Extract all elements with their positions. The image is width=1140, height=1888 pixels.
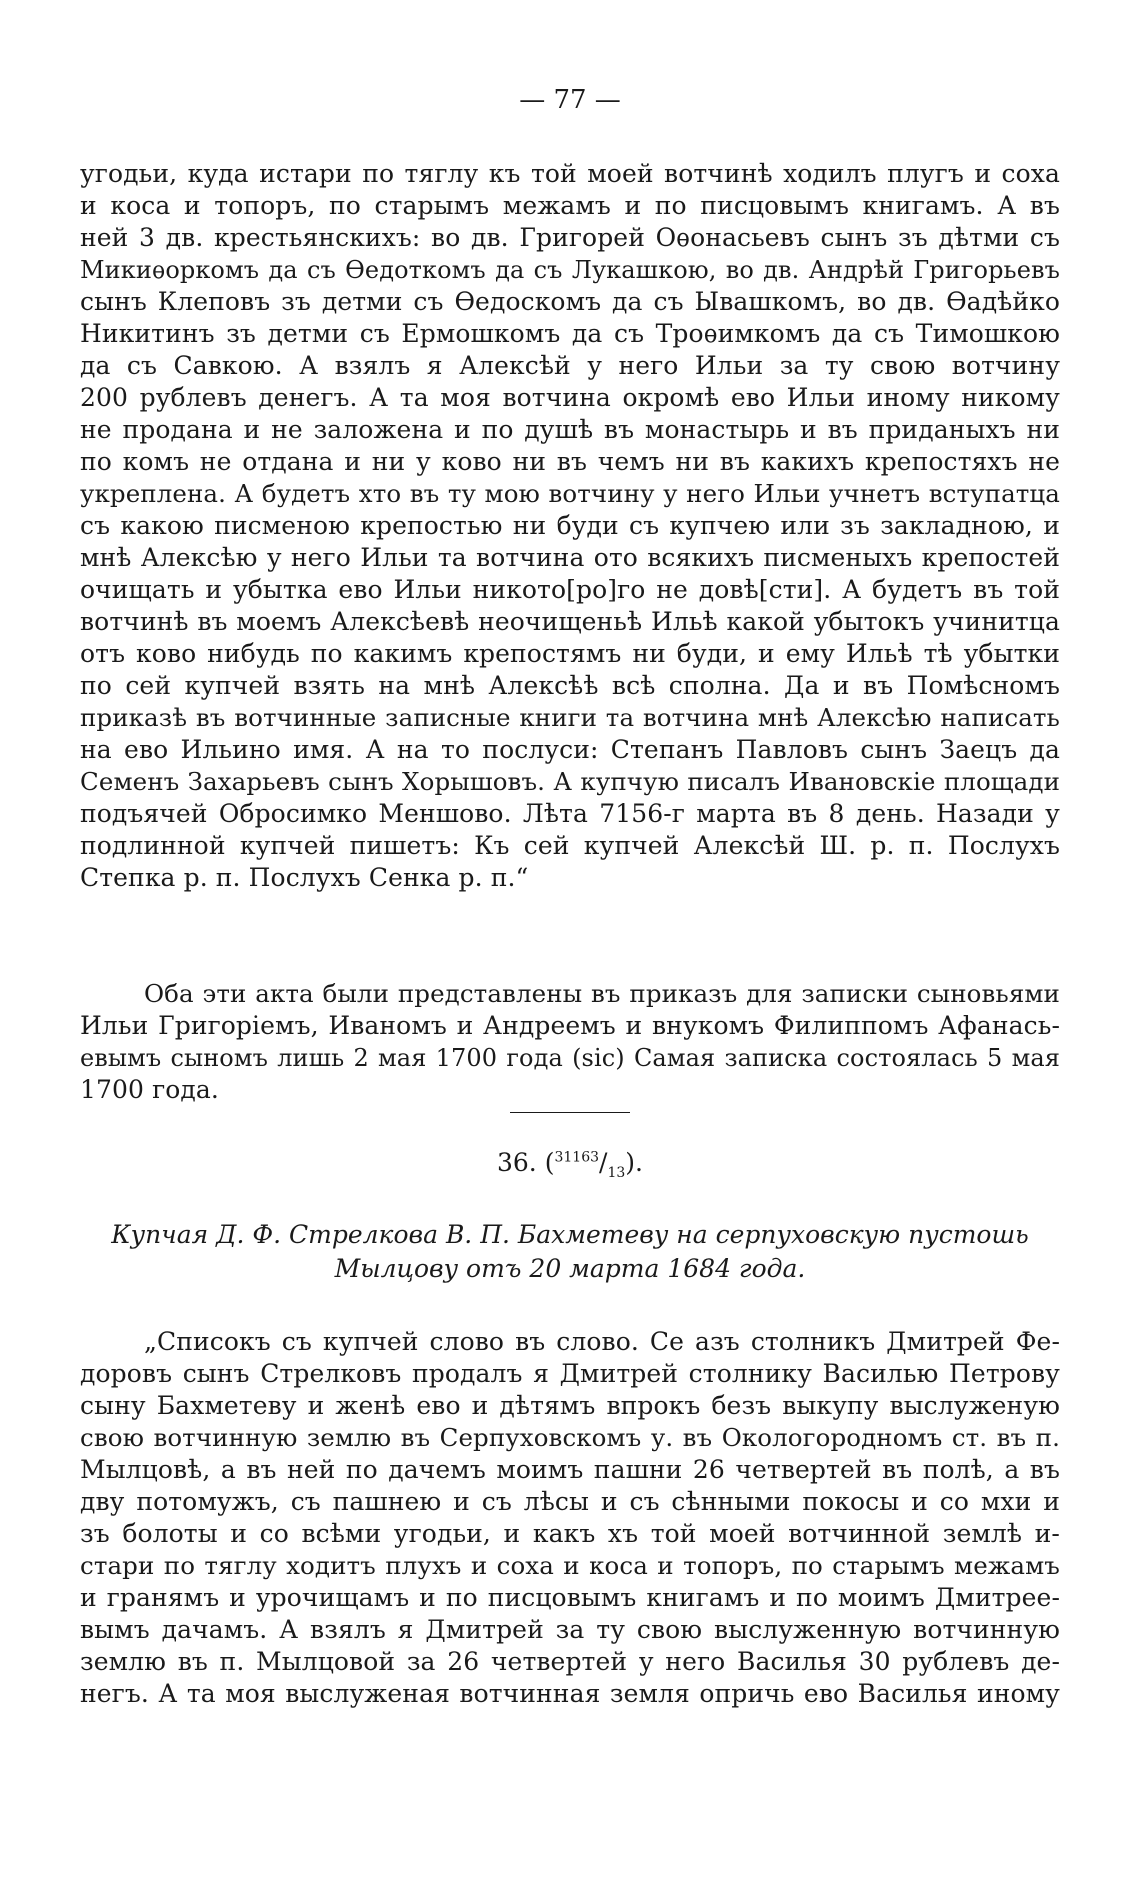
text-line: угодьи, куда истари по тяглу къ той моей вотчинѣ ходилъ плугъ и соха [80,159,1060,188]
title-line: Мылцову отъ 20 марта 1684 года. [334,1254,806,1283]
text-line: и гранямъ и урочищамъ и по писцовымъ книгамъ и по моимъ Дмитрее- [80,1583,1060,1612]
document-title [80,1218,1060,1286]
text-line: сыну Бахметеву и женѣ ево и дѣтямъ впрокъ безъ выкупу выслуженую [80,1391,1060,1420]
text-line: Микиѳоркомъ да съ Ѳедоткомъ да съ Лукашкою, во дв. Андрѣй Григорьевъ [80,256,1060,284]
text-line: отъ ково нибудь по какимъ крепостямъ ни буди, и ему Ильѣ тѣ убытки [80,639,1060,668]
document-number-archive: 31163 [554,1149,600,1166]
text-line: съ какою писменою крепостью ни буди съ купчею или зъ закладною, и [80,511,1060,540]
text-line: ней 3 дв. крестьянскихъ: во дв. Григорей Оѳонасьевъ сынъ зъ дѣтми съ [80,223,1060,252]
continuation-text [80,158,1060,894]
text-line: евымъ сыномъ лишь 2 мая 1700 года (sic) Самая записка состоялась 5 мая [80,1044,1060,1072]
text-line: 200 рублевъ денегъ. А та моя вотчина окромѣ ево Ильи иному никому [80,383,1060,412]
document-page [80,0,1060,1888]
text-line: доровъ сынъ Стрелковъ продалъ я Дмитрей столнику Василью Петрову [80,1359,1060,1388]
text-line: зъ болоты и со всѣми угодьи, и какъ хъ той моей вотчинной землѣ и- [80,1519,1060,1548]
text-line: подъячей Обросимко Меншово. Лѣта 7156-г марта въ 8 день. Назади у [80,799,1060,828]
text-line: очищать и убытка ево Ильи никото[ро]го не довѣ[сти]. А будетъ въ той [80,575,1060,604]
text-line: „Списокъ съ купчей слово въ слово. Се азъ столникъ Дмитрей Фе- [144,1327,1060,1356]
text-line: негъ. А та моя выслуженая вотчинная земля опричь ево Василья иному [80,1679,1060,1708]
text-line: Ильи Григоріемъ, Иваномъ и Андреемъ и внукомъ Филиппомъ Афанась- [80,1011,1060,1040]
text-line: по сей купчей взять на мнѣ Алексѣѣ всѣ сполна. Да и въ Помѣсномъ [80,671,1060,700]
text-line: свою вотчинную землю въ Серпуховскомъ у. въ Окологородномъ ст. въ п. [80,1423,1060,1452]
text-line: дву потомужъ, съ пашнею и съ лѣсы и съ сѣнными покосы и со мхи и [80,1487,1060,1516]
document-number [80,1146,1060,1180]
title-line: Купчая Д. Ф. Стрелкова В. П. Бахметеву на серпуховскую пустошь [111,1220,1029,1249]
page-number: — 77 — [519,85,621,115]
text-line: по комъ не отдана и ни у ково ни въ чемъ ни въ какихъ крепостяхъ не [80,447,1060,476]
text-line: Степка р. п. Послухъ Сенка р. п.“ [80,863,529,892]
text-line: приказѣ въ вотчинные записные книги та вотчина мнѣ Алексѣю написать [80,703,1060,732]
text-line: землю въ п. Мылцовой за 26 четвертей у него Василья 30 рублевъ де- [80,1647,1060,1676]
text-line: Мылцовѣ, а въ ней по дачемъ моимъ пашни 26 четвертей въ полѣ, а въ [80,1455,1060,1484]
text-line: Оба эти акта были представлены въ приказъ для записки сыновьями [144,979,1060,1008]
text-line: Никитинъ зъ детми съ Ермошкомъ да съ Троѳимкомъ да съ Тимошкою [80,319,1060,348]
text-line: не продана и не заложена и по душѣ въ монастырь и въ приданыхъ ни [80,415,1060,444]
text-line: стари по тяглу ходитъ плухъ и соха и коса и топоръ, по старымъ межамъ [80,1551,1060,1580]
text-line: и коса и топоръ, по старымъ межамъ и по писцовымъ книгамъ. А въ [80,191,1060,220]
section-divider [510,1112,630,1113]
text-line: подлинной купчей пишетъ: Къ сей купчей Алексѣй Ш. р. п. Послухъ [80,831,1060,860]
text-line: на ево Ильино имя. А на то послуси: Степанъ Павловъ сынъ Заецъ да [80,735,1060,764]
text-line: 1700 года. [80,1075,219,1104]
text-line: сынъ Клеповъ зъ детми съ Ѳедоскомъ да съ Ывашкомъ, во дв. Ѳадѣйко [80,287,1060,316]
document-body [80,1326,1060,1710]
text-line: да съ Савкою. А взялъ я Алексѣй у него Ильи за ту свою вотчину [80,351,1060,380]
document-number-folio: 13 [607,1165,626,1181]
note-paragraph [80,978,1060,1106]
text-line: вымъ дачамъ. А взялъ я Дмитрей за ту свою выслуженную вотчинную [80,1615,1060,1644]
text-line: укреплена. А будетъ хто въ ту мою вотчину у него Ильи учнетъ вступатца [80,479,1060,508]
text-line: Семенъ Захарьевъ сынъ Хорышовъ. А купчую писалъ Ивановскіе площади [80,767,1060,796]
text-line: мнѣ Алексѣю у него Ильи та вотчина ото всякихъ писменыхъ крепостей [80,543,1060,572]
text-line: вотчинѣ въ моемъ Алексѣевѣ неочищеньѣ Ильѣ какой убытокъ учинитца [80,607,1060,636]
document-number-slash: / [599,1148,608,1177]
document-number-prefix: 36. ( [497,1148,555,1177]
document-number-suffix: ). [625,1148,643,1177]
